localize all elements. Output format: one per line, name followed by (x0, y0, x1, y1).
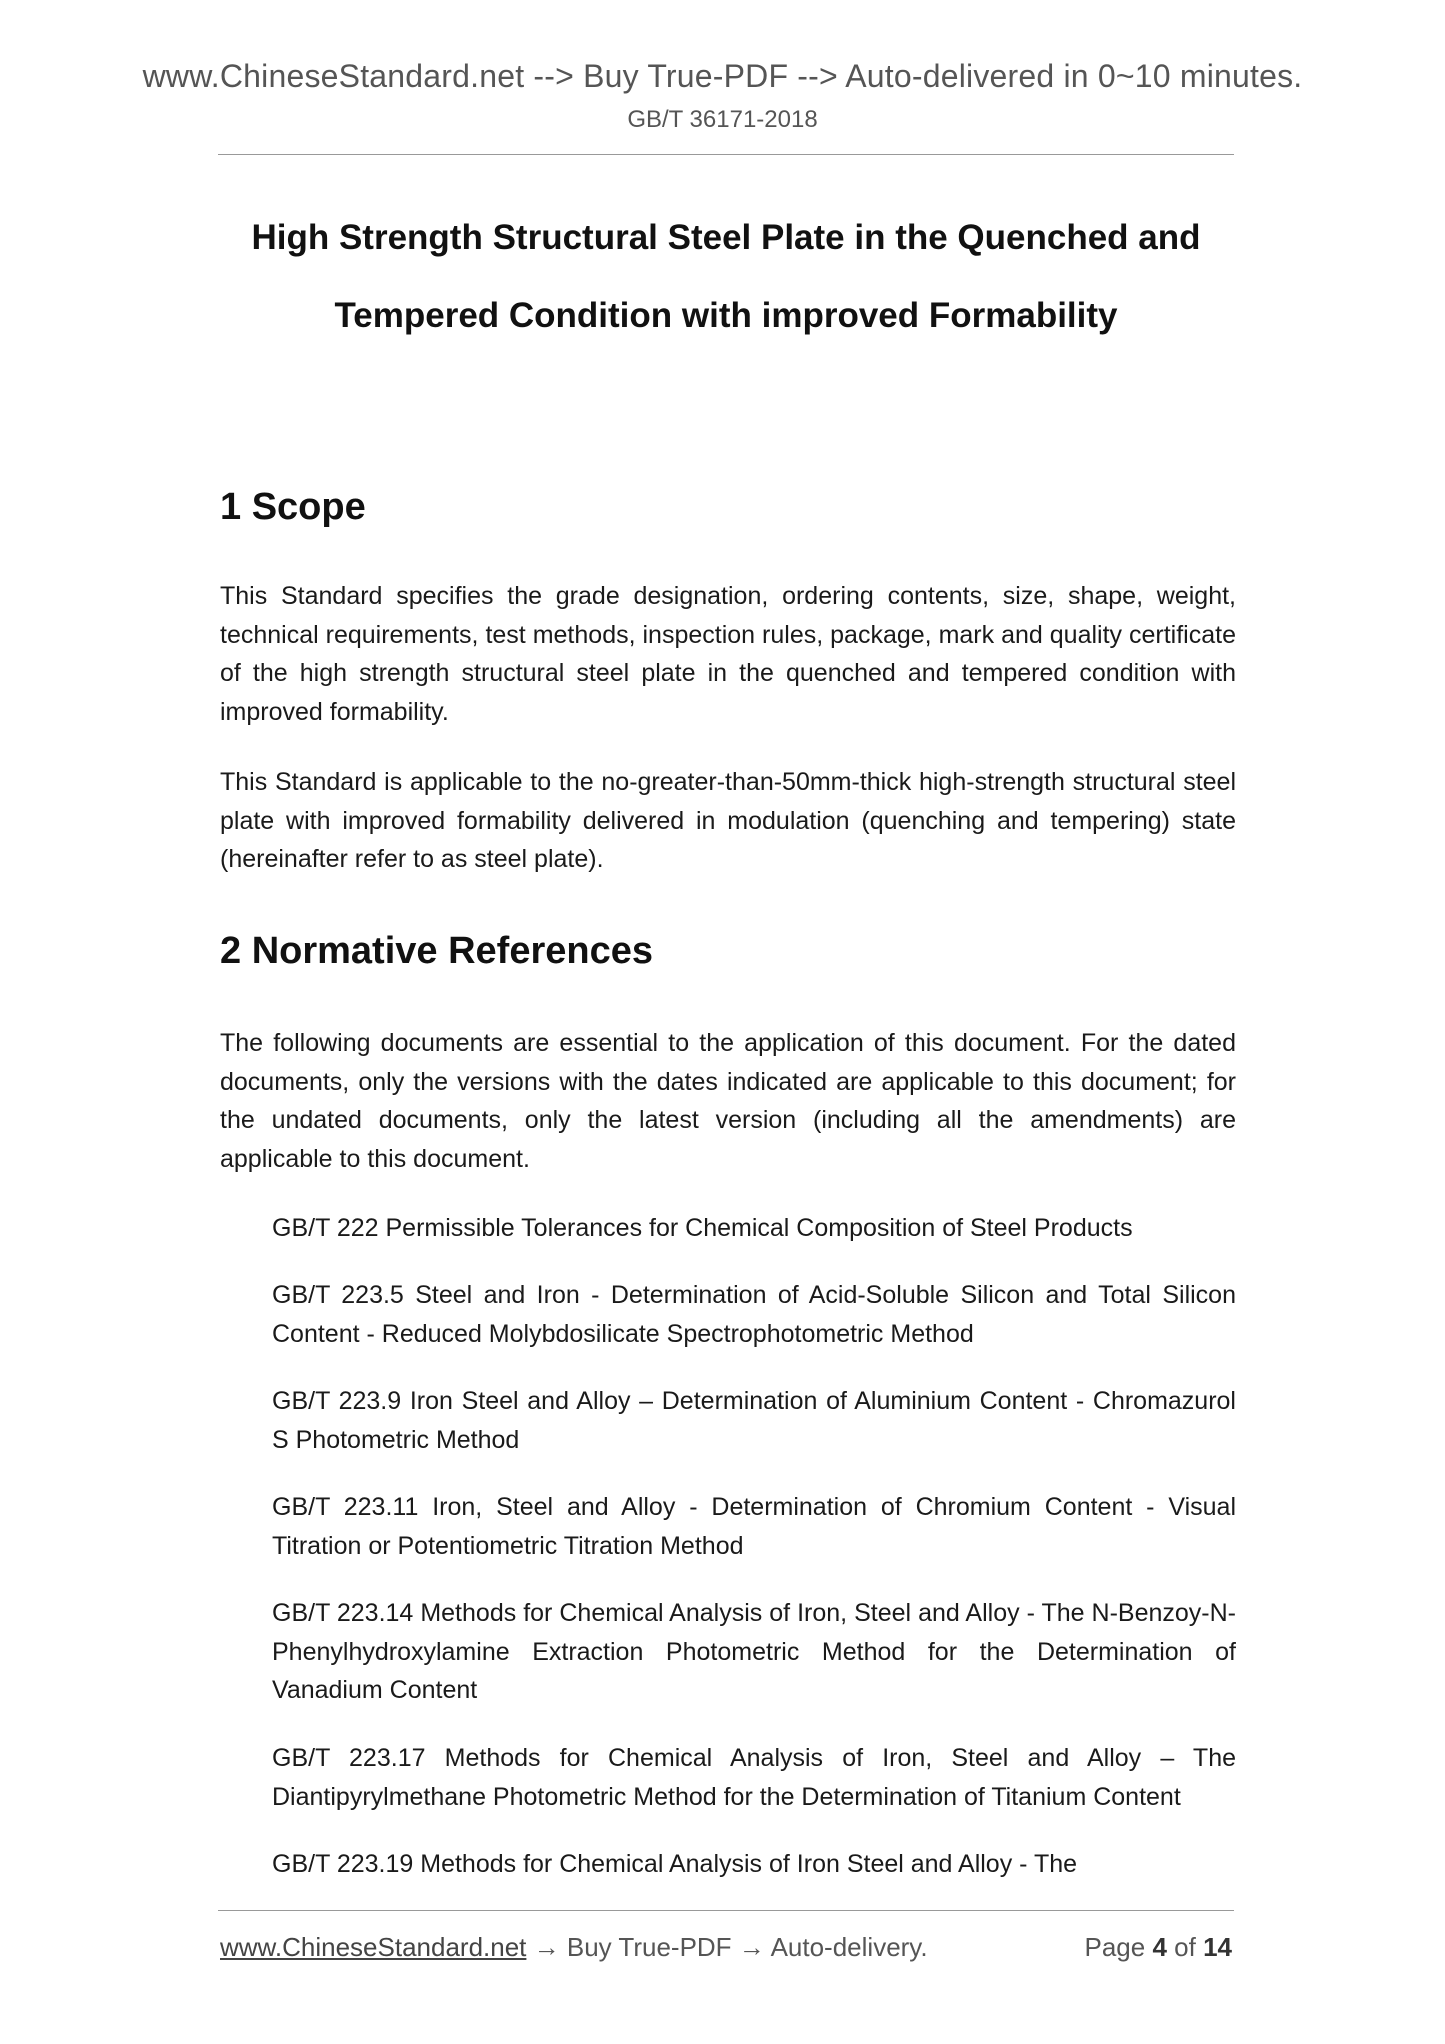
reference-item: GB/T 223.5 Steel and Iron - Determination of Acid-Soluble Silicon and Total Silicon Content - Reduced Molybdosilicate Spectrophotometric Method (272, 1281, 1236, 1348)
reference-item: GB/T 223.14 Methods for Chemical Analysis of Iron, Steel and Alloy - The N-Benzoy-N-Phenylhydroxylamine Extraction Photometric Method for the Determination of Vanadium Content (272, 1599, 1236, 1704)
reference-item: GB/T 223.11 Iron, Steel and Alloy - Determination of Chromium Content - Visual Titration or Potentiometric Titration Method (272, 1493, 1236, 1560)
header-divider (218, 154, 1234, 155)
footer-promo (220, 1932, 928, 1963)
section-heading-normative-references: 2 Normative References (220, 930, 653, 972)
of-label: of (1174, 1932, 1196, 1962)
scope-paragraph-1: This Standard specifies the grade designation, ordering contents, size, shape, weight, technical requirements, test methods, inspection rules, package, mark and quality certificate of the high strength structural steel plate in the quenched and tempered condition with improved formability. (220, 582, 1236, 726)
page-current: 4 (1152, 1932, 1167, 1962)
page-total: 14 (1203, 1932, 1232, 1962)
page-label: Page (1084, 1932, 1146, 1962)
header-promo-text: www.ChineseStandard.net --> Buy True-PDF --> Auto-delivered in 0~10 minutes. (142, 58, 1303, 94)
section-heading-scope: 1 Scope (220, 486, 366, 528)
reference-item: GB/T 223.17 Methods for Chemical Analysis of Iron, Steel and Alloy – The Diantipyrylmethane Photometric Method for the Determination of Titanium Content (272, 1744, 1236, 1811)
footer-promo-tail: → Buy True-PDF → Auto-delivery. (526, 1932, 928, 1962)
scope-paragraph-2: This Standard is applicable to the no-greater-than-50mm-thick high-strength structural steel plate with improved formability delivered in modulation (quenching and tempering) state (hereinafter refer to as steel plate). (220, 768, 1236, 873)
normative-references-intro: The following documents are essential to the application of this document. For the dated documents, only the versions with the dates indicated are applicable to this document; for the undated documents, only the latest version (including all the amendments) are applicable to this document. (220, 1029, 1236, 1173)
standard-code: GB/T 36171-2018 (627, 106, 818, 133)
reference-item: GB/T 223.9 Iron Steel and Alloy – Determination of Aluminium Content - Chromazurol S Photometric Method (272, 1387, 1236, 1454)
reference-item: GB/T 222 Permissible Tolerances for Chemical Composition of Steel Products (272, 1214, 1133, 1242)
page-footer (220, 1932, 1232, 1972)
page-number (1084, 1932, 1232, 1963)
document-title-line-2: Tempered Condition with improved Formability (334, 296, 1118, 335)
footer-divider (218, 1910, 1234, 1911)
footer-site-link[interactable]: www.ChineseStandard.net (220, 1932, 527, 1962)
document-title-line-1: High Strength Structural Steel Plate in the Quenched and (251, 218, 1201, 257)
reference-item: GB/T 223.19 Methods for Chemical Analysis of Iron Steel and Alloy - The (272, 1850, 1078, 1878)
